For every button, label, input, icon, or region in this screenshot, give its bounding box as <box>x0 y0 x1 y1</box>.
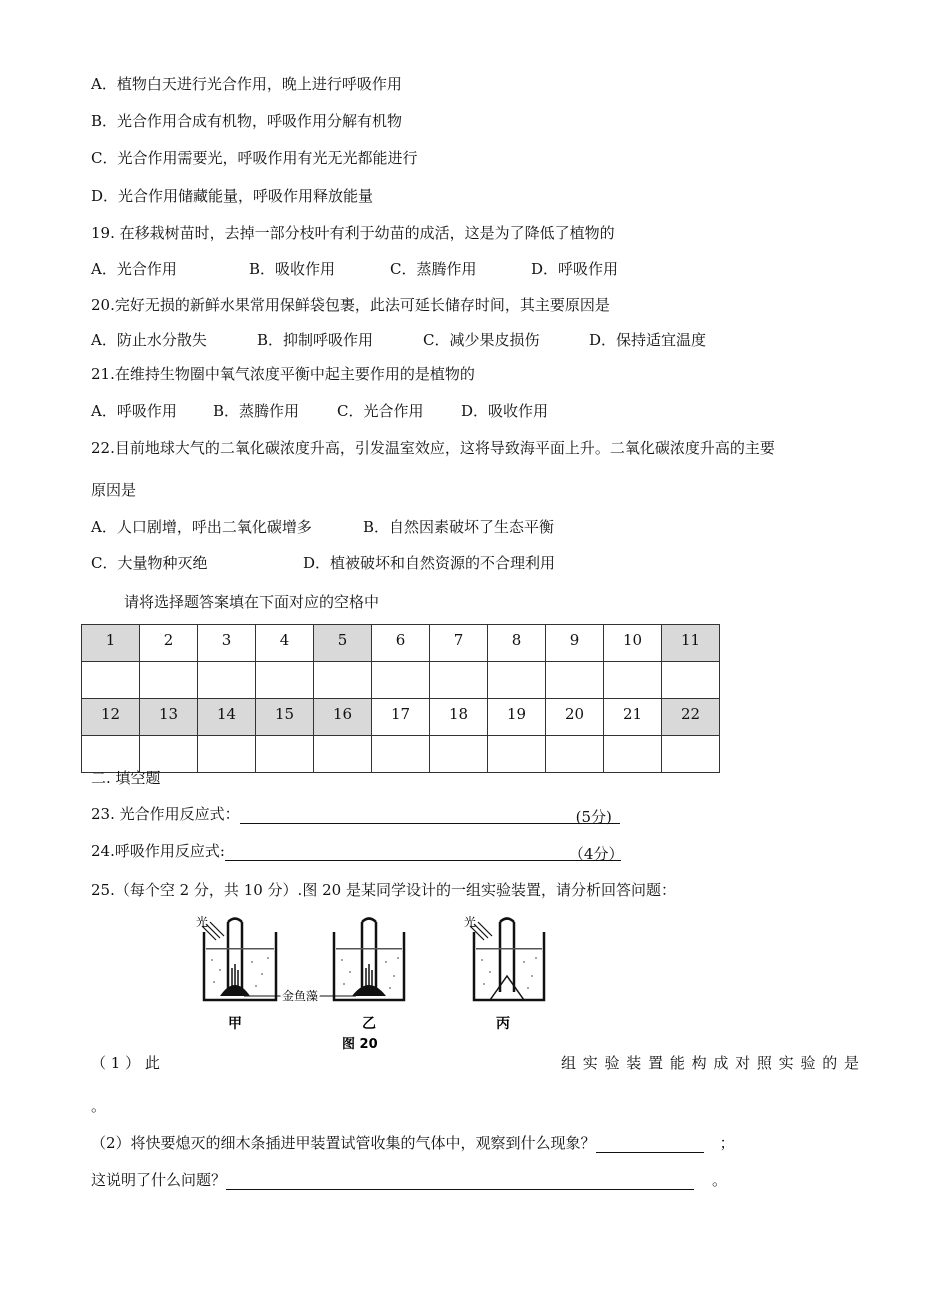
q18-option-d: D．光合作用储藏能量，呼吸作用释放能量 <box>91 187 374 205</box>
question-number-cell: 13 <box>140 699 198 736</box>
answer-instruction: 请将选择题答案填在下面对应的空格中 <box>124 593 380 611</box>
q19-option-b: B．吸收作用 <box>249 260 336 278</box>
answer-cell[interactable] <box>546 736 604 773</box>
answer-cell[interactable] <box>546 662 604 699</box>
label-jia: 甲 <box>228 1016 242 1032</box>
q20-stem: 20.完好无损的新鲜水果常用保鲜袋包裹，此法可延长储存时间，其主要原因是 <box>91 296 610 314</box>
answer-cell[interactable] <box>372 662 430 699</box>
q21-option-a: A．呼吸作用 <box>91 402 177 420</box>
question-number-cell: 14 <box>198 699 256 736</box>
question-number-cell: 2 <box>140 625 198 662</box>
q19-option-d: D．呼吸作用 <box>531 260 619 278</box>
question-number-cell: 5 <box>314 625 372 662</box>
q25-part2 <box>91 1133 735 1153</box>
q25-part3-end: 。 <box>712 1171 728 1189</box>
q20-option-d: D．保持适宜温度 <box>589 331 707 349</box>
q25-part3 <box>91 1170 727 1190</box>
q20-option-c: C．减少果皮损伤 <box>423 331 540 349</box>
q25-part2-text: （2）将快要熄灭的细木条插进甲装置试管收集的气体中，观察到什么现象？ <box>91 1134 596 1152</box>
q22-option-d: D．植被破坏和自然资源的不合理利用 <box>303 554 556 572</box>
question-number-cell: 21 <box>604 699 662 736</box>
answer-cell[interactable] <box>82 662 140 699</box>
q25-part1-left: （ 1 ） 此 <box>91 1054 160 1072</box>
q25-part2-end: ； <box>719 1134 735 1152</box>
answer-table-number-row-1 <box>82 625 720 662</box>
question-number-cell: 18 <box>430 699 488 736</box>
question-number-cell: 4 <box>256 625 314 662</box>
question-number-cell: 11 <box>662 625 720 662</box>
question-number-cell: 10 <box>604 625 662 662</box>
answer-cell[interactable] <box>662 662 720 699</box>
answer-cell[interactable] <box>140 662 198 699</box>
answer-table-blank-row-1 <box>82 662 720 699</box>
q22-stem-line1: 22.目前地球大气的二氧化碳浓度升高，引发温室效应，这将导致海平面上升。二氧化碳浓度升高的主要 <box>91 439 775 457</box>
answer-table <box>81 624 720 773</box>
answer-cell[interactable] <box>256 662 314 699</box>
figure-20 <box>190 912 560 1056</box>
q22-option-c: C．大量物种灭绝 <box>91 554 208 572</box>
label-bing: 丙 <box>496 1016 510 1032</box>
question-number-cell: 20 <box>546 699 604 736</box>
answer-cell[interactable] <box>430 662 488 699</box>
q25-part1-end: 。 <box>91 1097 107 1115</box>
q19-options <box>91 259 618 279</box>
question-number-cell: 6 <box>372 625 430 662</box>
q20-option-b: B．抑制呼吸作用 <box>257 331 374 349</box>
q21-option-c: C．光合作用 <box>337 402 424 420</box>
q25-part3-blank[interactable] <box>226 1173 694 1190</box>
question-number-cell: 9 <box>546 625 604 662</box>
q22-options-row2 <box>91 553 555 573</box>
question-number-cell: 22 <box>662 699 720 736</box>
q19-option-a: A．光合作用 <box>91 260 177 278</box>
q25-stem: 25.（每个空 2 分，共 10 分）.图 20 是某同学设计的一组实验装置，请分析回答问题： <box>91 881 676 899</box>
q18-option-b: B．光合作用合成有机物，呼吸作用分解有机物 <box>91 112 403 130</box>
q21-option-b: B．蒸腾作用 <box>213 402 300 420</box>
figure-caption: 图 20 <box>342 1037 378 1052</box>
q18-option-a: A．植物白天进行光合作用，晚上进行呼吸作用 <box>91 75 402 93</box>
answer-cell[interactable] <box>488 736 546 773</box>
answer-cell[interactable] <box>198 736 256 773</box>
answer-cell[interactable] <box>256 736 314 773</box>
answer-table-blank-row-2 <box>82 736 720 773</box>
answer-cell[interactable] <box>430 736 488 773</box>
q20-options <box>91 330 706 350</box>
experiment-apparatus-diagram <box>190 912 560 1052</box>
answer-cell[interactable] <box>198 662 256 699</box>
q21-option-d: D．吸收作用 <box>461 402 549 420</box>
answer-table-number-row-2 <box>82 699 720 736</box>
light-label-1: 光 <box>196 915 209 929</box>
label-yi: 乙 <box>362 1016 376 1032</box>
q24-line <box>91 841 624 863</box>
question-number-cell: 7 <box>430 625 488 662</box>
q18-option-c: C．光合作用需要光，呼吸作用有光无光都能进行 <box>91 149 418 167</box>
q22-stem-line2: 原因是 <box>91 481 137 499</box>
question-number-cell: 19 <box>488 699 546 736</box>
question-number-cell: 12 <box>82 699 140 736</box>
question-number-cell: 16 <box>314 699 372 736</box>
q24-answer-blank[interactable] <box>225 844 569 861</box>
q22-option-b: B．自然因素破坏了生态平衡 <box>363 518 555 536</box>
q19-option-c: C．蒸腾作用 <box>390 260 477 278</box>
answer-cell[interactable] <box>314 736 372 773</box>
plant-label: 金鱼藻 <box>282 989 319 1003</box>
answer-cell[interactable] <box>82 736 140 773</box>
q23-label: 23. 光合作用反应式： <box>91 805 240 823</box>
q23-line <box>91 804 620 824</box>
q25-part3-text: 这说明了什么问题？ <box>91 1171 227 1189</box>
question-number-cell: 8 <box>488 625 546 662</box>
q22-option-a: A．人口剧增，呼出二氧化碳增多 <box>91 518 312 536</box>
q21-options <box>91 401 548 421</box>
q22-options-row1 <box>91 517 554 537</box>
q24-score: （4分） <box>568 845 624 863</box>
q19-stem: 19. 在移栽树苗时，去掉一部分枝叶有利于幼苗的成活，这是为了降低了植物的 <box>91 224 615 242</box>
light-label-3: 光 <box>464 915 477 929</box>
q21-stem: 21.在维持生物圈中氧气浓度平衡中起主要作用的是植物的 <box>91 365 475 383</box>
answer-cell[interactable] <box>604 662 662 699</box>
question-number-cell: 1 <box>82 625 140 662</box>
answer-cell[interactable] <box>662 736 720 773</box>
q24-label: 24.呼吸作用反应式: <box>91 842 225 860</box>
answer-cell[interactable] <box>372 736 430 773</box>
section-fill-in-title: 二. 填空题 <box>91 769 161 787</box>
question-number-cell: 17 <box>372 699 430 736</box>
q23-answer-blank[interactable] <box>240 807 576 824</box>
q25-part2-blank[interactable] <box>596 1136 704 1153</box>
q23-score: (5分) <box>576 807 620 824</box>
question-number-cell: 15 <box>256 699 314 736</box>
answer-cell[interactable] <box>140 736 198 773</box>
answer-cell[interactable] <box>488 662 546 699</box>
q25-part1-right: 组 实 验 装 置 能 构 成 对 照 实 验 的 是 <box>561 1054 859 1072</box>
q20-option-a: A．防止水分散失 <box>91 331 207 349</box>
question-number-cell: 3 <box>198 625 256 662</box>
answer-cell[interactable] <box>314 662 372 699</box>
answer-cell[interactable] <box>604 736 662 773</box>
